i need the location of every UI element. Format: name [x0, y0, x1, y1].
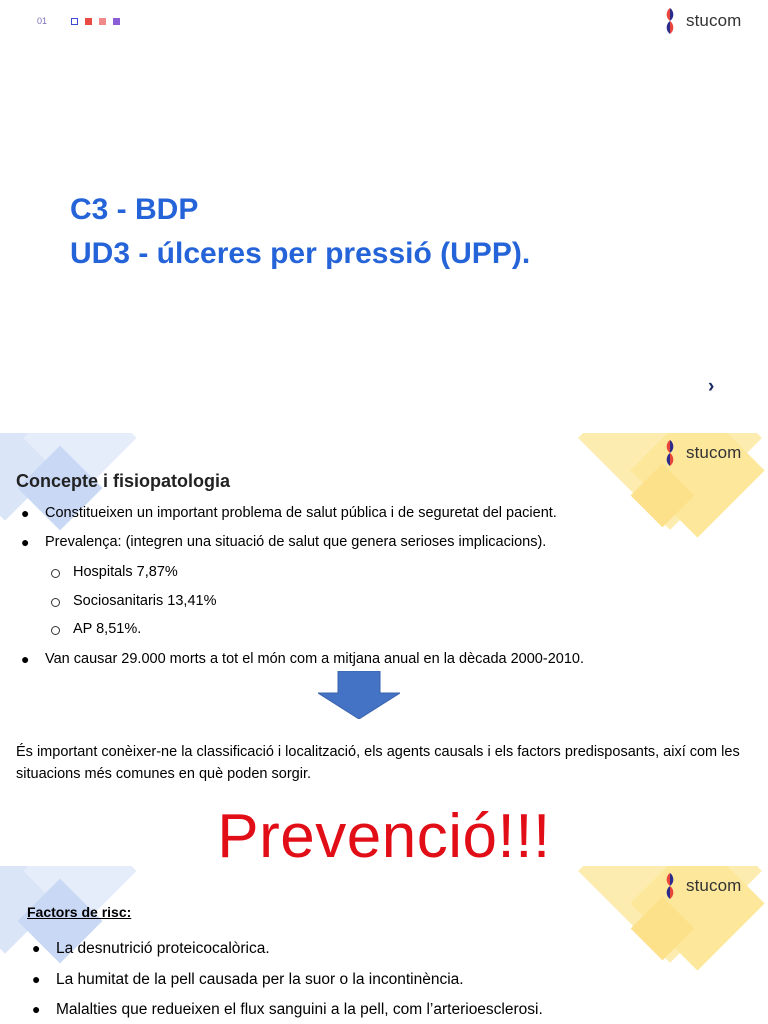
sub-list-item [73, 593, 216, 609]
sub-list-item-text: Hospitals 7,87% [73, 564, 178, 580]
list-item-text: La desnutrició proteicocalòrica. [56, 940, 270, 957]
list-item [32, 971, 464, 989]
circle-bullet-icon [51, 626, 60, 635]
prevention-heading: Prevenció!!! [217, 802, 551, 866]
sub-list-item-text: AP 8,51%. [73, 621, 142, 637]
bullet-icon: ● [32, 940, 41, 956]
section-title: Factors de risc: [27, 904, 132, 920]
list-item-text: Prevalença: (integren una situació de salut que genera serioses implicacions). [45, 534, 547, 550]
chevron-right-icon[interactable]: › [708, 376, 715, 397]
square-purple-icon [113, 18, 120, 25]
prevention-paragraph: És important conèixer-ne la classificació i localització, els agents causals i els factors predisposants, així com les situacions més comunes en què poden sorgir. [16, 744, 740, 782]
list-item [32, 1001, 543, 1019]
logo-text: stucom [686, 443, 742, 462]
list-item-text: La humitat de la pell causada per la suor o la incontinència. [56, 971, 464, 988]
color-squares-decoration [71, 18, 120, 25]
slide-concept [0, 433, 768, 866]
slide-title [0, 0, 768, 433]
list-item [21, 651, 584, 667]
list-item-text: Constitueixen un important problema de salut pública i de seguretat del pacient. [45, 505, 557, 521]
square-red-icon [85, 18, 92, 25]
title-block [70, 188, 530, 276]
stucom-logo [660, 438, 741, 468]
circle-bullet-icon [51, 598, 60, 607]
stucom-s-logo-icon [660, 871, 680, 901]
bullet-icon: ● [32, 971, 41, 987]
list-item-text: Van causar 29.000 morts a tot el món com a mitjana anual en la dècada 2000-2010. [45, 651, 584, 667]
circle-bullet-icon [51, 569, 60, 578]
unit-title: UD3 - úlceres per pressió (UPP). [70, 237, 531, 270]
logo-text: stucom [686, 11, 742, 30]
stucom-s-logo-icon [660, 438, 680, 468]
stucom-s-logo-icon [660, 6, 680, 36]
list-item [21, 534, 547, 550]
slide-number: 01 [37, 16, 48, 26]
slide-risk-factors [0, 866, 768, 1024]
sub-list-item [73, 564, 178, 580]
down-arrow-icon [318, 671, 400, 719]
list-item-text: Malalties que redueixen el flux sanguini a la pell, com l’arterioesclerosi. [56, 1001, 543, 1018]
list-item [21, 505, 557, 521]
bullet-icon: ● [32, 1001, 41, 1017]
course-code: C3 - BDP [70, 193, 199, 226]
square-pink-icon [99, 18, 106, 25]
bullet-icon: ● [21, 534, 30, 550]
section-title: Concepte i fisiopatologia [16, 471, 231, 491]
sub-list-item [73, 621, 141, 637]
stucom-logo [660, 871, 741, 901]
list-item [32, 940, 270, 958]
square-outline-icon [71, 18, 78, 25]
stucom-logo [660, 6, 741, 36]
bullet-icon: ● [21, 505, 30, 521]
sub-list-item-text: Sociosanitaris 13,41% [73, 593, 217, 609]
bullet-icon: ● [21, 651, 30, 667]
logo-text: stucom [686, 876, 742, 895]
